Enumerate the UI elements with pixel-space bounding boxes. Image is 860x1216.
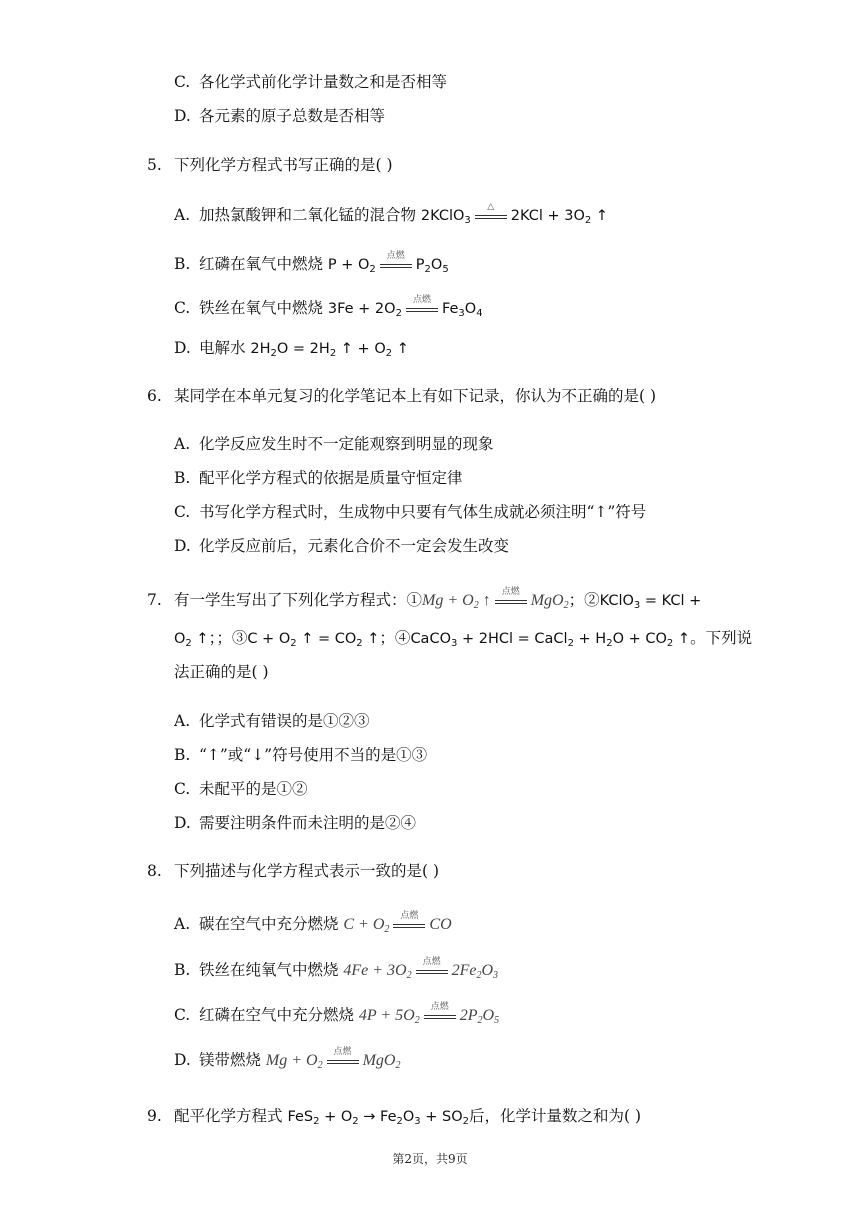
equation-3: $C + O_2$ ↑ = $CO_2$ ↑ — [247, 631, 380, 649]
q6-option-c — [174, 502, 646, 522]
q7-stem-line2: $O_2$ ↑；；③C + $O_2$ ↑ = $CO_2$ ↑；④CaCO$_3$ + 2HCl = CaCl$_2$ + $H_2O + CO_2$ ↑。下列说 — [174, 629, 753, 649]
option-label: B. — [174, 469, 191, 487]
q5-stem: 下列化学方程式书写正确的是( ) — [174, 156, 393, 174]
option-label: B. — [174, 255, 191, 273]
q5-number: 5. — [147, 156, 162, 174]
option-label: A. — [174, 206, 191, 224]
q8-option-d: D. 镁带燃烧 $Mg + O_2$ 点燃 MgO$_2$ — [174, 1047, 401, 1071]
q7-number: 7. — [147, 591, 162, 609]
option-label: C. — [174, 503, 191, 521]
q5-option-d — [174, 338, 409, 359]
equation-1: $Mg + O_2$ ↑ — [422, 592, 491, 611]
option-label: D. — [174, 537, 191, 555]
q5-option-c — [174, 295, 483, 319]
option-text: 碳在空气中充分燃烧 — [198, 915, 344, 933]
option-text: 镁带燃烧 — [198, 1051, 266, 1069]
q6-option-a — [174, 434, 493, 454]
ignition-condition: 点燃 — [405, 299, 439, 319]
q9-stem: 配平化学方程式 $FeS_2 + O_2 \to Fe_2O_3 + SO_2$后，化学计量数之和为( ) — [174, 1107, 642, 1127]
equation: $4P + 5O_2$ — [358, 1007, 420, 1026]
option-label: C. — [174, 73, 191, 91]
option-text: 书写化学方程式时，生成物中只要有气体生成就必须注明“↑”符号 — [198, 503, 647, 521]
option-label: D. — [174, 339, 191, 357]
heating-condition: △ — [474, 206, 508, 226]
q7-option-b — [174, 745, 427, 765]
q6-option-d — [174, 536, 509, 556]
q4-option-c — [174, 72, 447, 92]
option-label: D. — [174, 1051, 191, 1069]
option-text: “↑”或“↓”符号使用不当的是①③ — [198, 746, 428, 764]
option-text: 铁丝在氧气中燃烧 — [198, 299, 328, 317]
equation: 2KClO$_3$ △ $2KCl + 3O_2$ ↑ — [420, 202, 609, 226]
option-label: A. — [174, 435, 191, 453]
q6-option-b — [174, 468, 462, 488]
ignition-condition: 点燃 — [423, 1006, 457, 1026]
q8-option-c: C. 红磷在空气中充分燃烧 $4P + 5O_2$ 点燃 $2P_2O_5$ — [174, 1002, 500, 1026]
q8-option-b: B. 铁丝在纯氧气中燃烧 $4Fe + 3O_2$ 点燃 $2Fe_2O_3$ — [174, 957, 499, 981]
q7-option-a — [174, 711, 369, 731]
equation: $P + O_2$ 点燃 $P_2O_5$ — [327, 251, 449, 275]
q4-option-d — [174, 106, 385, 126]
option-label: D. — [174, 107, 191, 125]
option-text: 化学反应前后，元素化合价不一定会发生改变 — [198, 537, 509, 555]
q6-stem: 某同学在本单元复习的化学笔记本上有如下记录，你认为不正确的是( ) — [174, 387, 657, 405]
ignition-condition: 点燃 — [494, 591, 528, 611]
option-label: D. — [174, 814, 191, 832]
option-text: 配平化学方程式的依据是质量守恒定律 — [198, 469, 463, 487]
equation-4: CaCO$_3$ + 2HCl = CaCl$_2$ + $H_2O + CO_2$ ↑ — [410, 631, 691, 649]
option-label: A. — [174, 915, 191, 933]
q7-stem-line1: 有一学生写出了下列化学方程式：①Mg + $O_2$ ↑ 点燃 MgO$_2$；②KClO$_3$ = KCl + — [174, 587, 702, 611]
q7-option-d — [174, 813, 416, 833]
option-text: 化学式有错误的是①②③ — [198, 712, 370, 730]
q8-stem: 下列描述与化学方程式表示一致的是( ) — [174, 862, 440, 880]
ignition-condition: 点燃 — [392, 915, 426, 935]
option-label: C. — [174, 780, 191, 798]
option-label: A. — [174, 712, 191, 730]
option-text: 需要注明条件而未注明的是②④ — [198, 814, 416, 832]
option-label: C. — [174, 1006, 191, 1024]
option-text: 铁丝在纯氧气中燃烧 — [198, 961, 344, 979]
q8-option-a: A. 碳在空气中充分燃烧 $C + O_2$ 点燃 CO — [174, 911, 452, 935]
option-label: B. — [174, 746, 191, 764]
q5-option-b — [174, 251, 449, 275]
option-text: 各化学式前化学计量数之和是否相等 — [198, 73, 447, 91]
q7-stem-line3: 法正确的是( ) — [174, 663, 269, 681]
q9-number: 9. — [147, 1107, 162, 1125]
ignition-condition: 点燃 — [415, 961, 449, 981]
equation: $2H_2O = 2H_2$ ↑ + $O_2$ ↑ — [250, 341, 409, 359]
option-text: 各元素的原子总数是否相等 — [198, 107, 385, 125]
option-label: C. — [174, 299, 191, 317]
option-text: 红磷在空气中充分燃烧 — [198, 1006, 359, 1024]
equation: $FeS_2 + O_2 \to Fe_2O_3 + SO_2$ — [287, 1109, 470, 1127]
page-footer: 第2页，共9页 — [392, 1152, 468, 1166]
equation-2: KClO$_3$ = KCl + — [599, 593, 702, 611]
equation: $3Fe + 2O_2$ 点燃 $Fe_3O_4$ — [327, 295, 483, 319]
q7-option-c — [174, 779, 307, 799]
option-text: 红磷在氧气中燃烧 — [198, 255, 328, 273]
q5-option-a — [174, 202, 609, 226]
q6-number: 6. — [147, 387, 162, 405]
option-text: 未配平的是①② — [198, 780, 308, 798]
option-text: 化学反应发生时不一定能观察到明显的现象 — [198, 435, 494, 453]
equation: $4Fe + 3O_2$ — [343, 962, 412, 981]
ignition-condition: 点燃 — [326, 1051, 360, 1071]
option-text: 加热氯酸钾和二氧化锰的混合物 — [198, 206, 421, 224]
q8-number: 8. — [147, 862, 162, 880]
option-label: B. — [174, 961, 191, 979]
equation: $C + O_2$ — [343, 916, 390, 935]
ignition-condition: 点燃 — [379, 255, 413, 275]
equation: $Mg + O_2$ — [265, 1052, 323, 1071]
option-text: 电解水 — [198, 339, 251, 357]
